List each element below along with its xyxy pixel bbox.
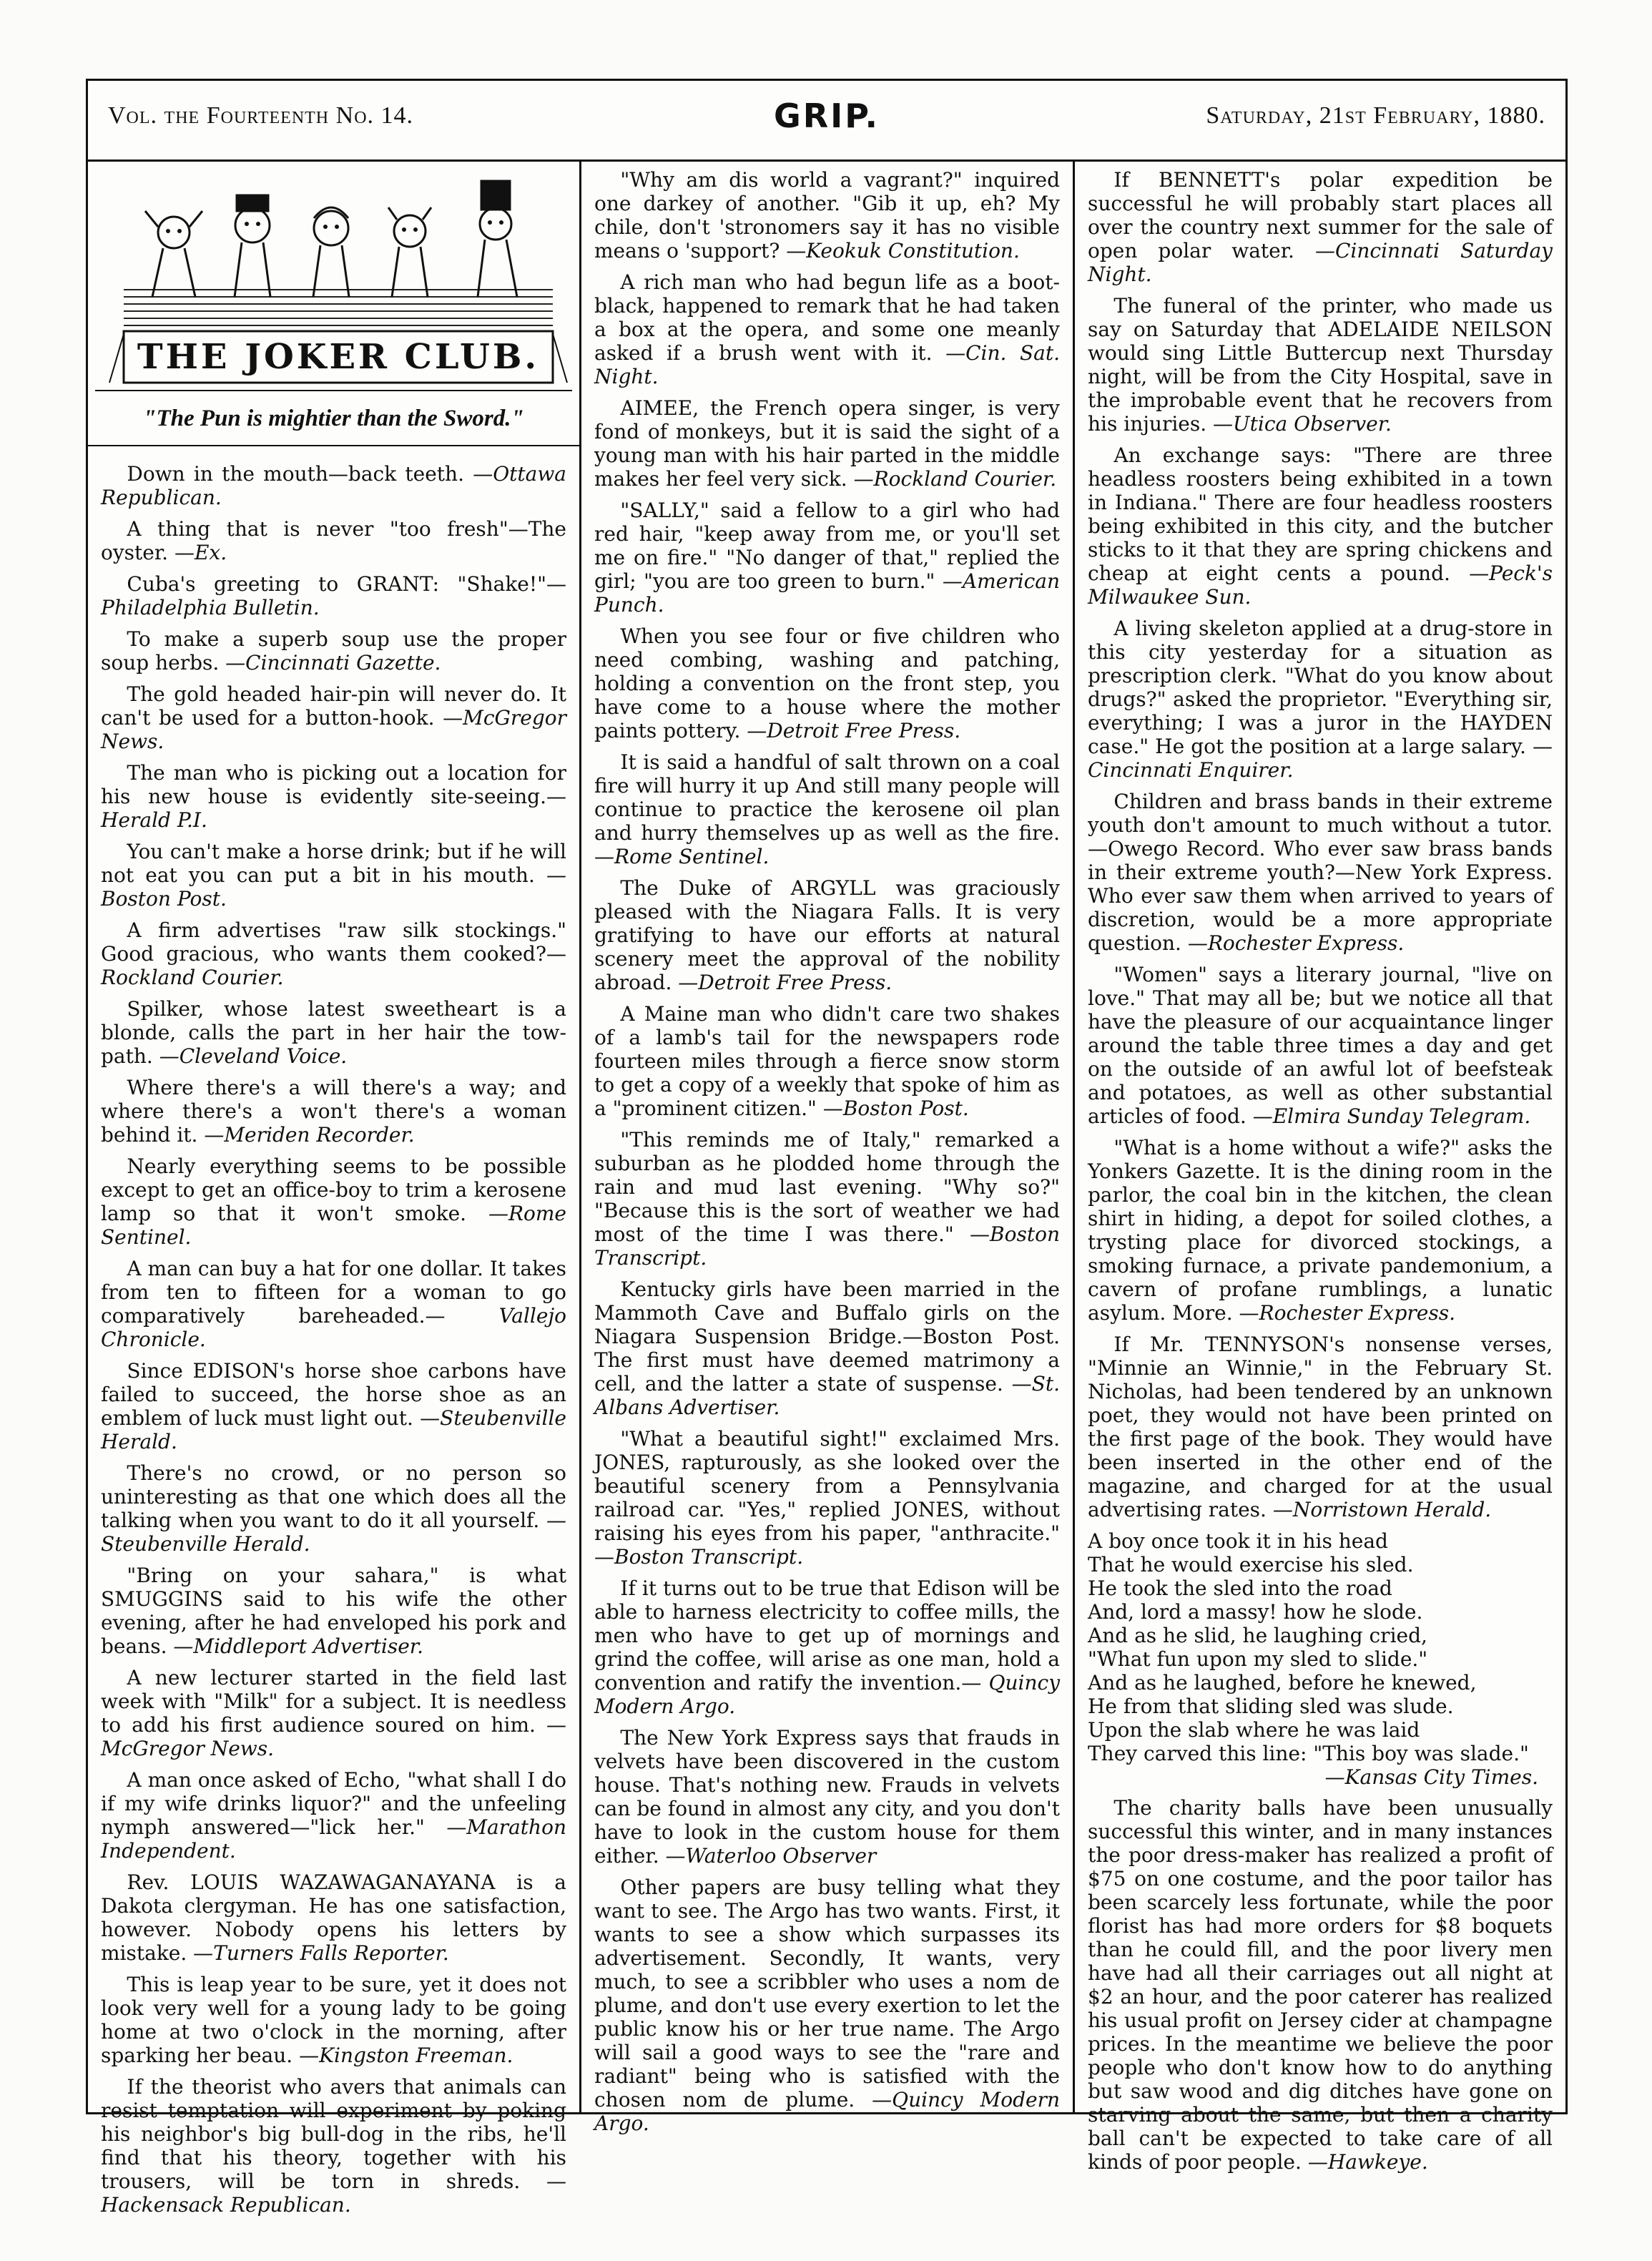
item-text: An exchange says: "There are three headless roosters being exhibited in a town in Indiana." There are four headless roosters being exhibited in this city, and the butcher sticks to it that they are spring chickens and cheap at eight cents a pound. xyxy=(1088,443,1553,585)
item-source: —McGregor News. xyxy=(101,1713,566,1760)
poem-line: A boy once took it in his head xyxy=(1088,1529,1388,1553)
item-text: The charity balls have been unusually successful this winter, and in many instances the poor dress-maker has realized a profit of $75 on one costume, and the poor tailor has been scarcely less fortunate, while the poor florist has had more orders for $8 boquets than he could fill, and the poor livery men have had all their carriages out all night at $2 an hour, and the poor caterer has realized his usual profit on Jersey cider at champagne prices. In the meantime we believe the poor people who don't know how to do anything but saw wood and dig ditches have gone on starving about the same, but then a charity ball can't be expected to take care of all kinds of poor people. xyxy=(1088,1796,1553,2174)
item-text: There's no crowd, or no person so uninteresting as that one which does all the talking when you want to do it all yourself. xyxy=(101,1461,566,1532)
news-item xyxy=(1088,1796,1553,2174)
item-text: When you see four or five children who need combing, washing and patching, holding a convention on the front step, you have come to a house where the mother paints pottery. xyxy=(594,624,1060,742)
item-text: "What is a home without a wife?" asks the Yonkers Gazette. It is the dining room in the parlor, the coal bin in the kitchen, the clean shirt in hiding, a depot for soiled clothes, a trysting place for divorced stockings, a smoking furnace, a private pandemonium, a cavern of profane rumblings, a lunatic asylum. More. xyxy=(1088,1136,1553,1325)
item-source: Rockland Courier. xyxy=(101,966,284,989)
item-source: —Keokuk Constitution. xyxy=(786,239,1020,263)
item-text: "SALLY," said a fellow to a girl who had red hair, "keep away from me, or you'll set me on fire." "No danger of that," replied the girl; "you are too green to burn." xyxy=(594,499,1060,593)
masthead xyxy=(88,81,1565,162)
item-source: —Rochester Express. xyxy=(1239,1301,1455,1325)
item-source: —Elmira Sunday Telegram. xyxy=(1252,1104,1531,1128)
news-item xyxy=(1088,443,1553,609)
item-source: —Waterloo Observer xyxy=(665,1844,877,1868)
item-source: —McGregor News. xyxy=(101,706,566,753)
volume-number: Vol. the Fourteenth No. 14. xyxy=(108,102,414,129)
item-text: A man once asked of Echo, "what shall I do if my wife drinks liquor?" and the unfeeling nymph answered—"lick her." xyxy=(101,1768,566,1839)
item-source: —Rome Sentinel. xyxy=(101,1202,566,1249)
news-item xyxy=(1088,963,1553,1128)
news-item xyxy=(594,624,1060,742)
news-item xyxy=(101,1154,566,1249)
item-source: Quincy Modern Argo. xyxy=(594,1671,1061,1718)
news-item xyxy=(594,1427,1060,1569)
news-item xyxy=(101,682,566,753)
item-source: —Marathon Independent. xyxy=(101,1815,566,1863)
news-item xyxy=(594,1002,1060,1120)
news-item xyxy=(101,1461,566,1556)
item-text: Since EDISON's horse shoe carbons have failed to succeed, the horse shoe as an emblem of luck must light out. xyxy=(101,1359,566,1430)
news-item xyxy=(101,1768,566,1863)
news-item xyxy=(101,2075,566,2217)
item-source: —Cin. Sat. Night. xyxy=(594,341,1060,388)
news-item xyxy=(1088,168,1553,286)
news-item xyxy=(594,1128,1060,1270)
item-text: Children and brass bands in their extreme youth don't amount to much without a tutor.—Owego Record. Who ever saw brass bands in their extreme youth?—New York Express. Who ever saw them when arrived to years of discretion, would be a more appropriate question. xyxy=(1088,790,1553,955)
news-item xyxy=(1088,790,1553,955)
item-source: Herald P.I. xyxy=(101,808,207,832)
item-source: —American Punch. xyxy=(594,569,1060,617)
joker-club-banner xyxy=(95,168,572,391)
news-item xyxy=(101,1076,566,1147)
item-source: —St. Albans Advertiser. xyxy=(594,1372,1061,1419)
item-source: —Quincy Modern Argo. xyxy=(594,2088,1060,2135)
news-item xyxy=(101,627,566,675)
news-item xyxy=(101,1973,566,2067)
item-text: "Bring on your sahara," is what SMUGGINS said to his wife the other evening, after he had enveloped his pork and beans. xyxy=(101,1564,566,1658)
item-text: A man can buy a hat for one dollar. It takes from ten to fifteen for a woman to go comparatively bareheaded.— xyxy=(101,1257,566,1328)
item-source: —Middleport Advertiser. xyxy=(173,1634,423,1658)
item-source: —Meriden Recorder. xyxy=(204,1123,415,1147)
item-source: —Rome Sentinel. xyxy=(594,845,770,868)
item-text: A living skeleton applied at a drug-store in this city yesterday for a situation as prescription clerk. "What do you know about drugs?" asked the proprietor. "Everything sir, everything; I was a juror in the HAYDEN case." He got the position at a large salary. xyxy=(1088,617,1553,758)
news-item xyxy=(101,517,566,564)
item-text: If the theorist who avers that animals can resist temptation will experiment by poking his neighbor's big bull-dog in the ribs, he'll find that his theory, together with his trousers, will be torn in shreds. xyxy=(101,2075,566,2193)
item-source: —Cleveland Voice. xyxy=(159,1044,348,1068)
news-item xyxy=(101,1257,566,1351)
col2-items xyxy=(594,168,1060,2135)
item-source: —Cincinnati Gazette. xyxy=(225,651,441,675)
item-source: —Kingston Freeman. xyxy=(299,2044,513,2067)
item-source: —Hawkeye. xyxy=(1307,2150,1428,2174)
item-text: If Mr. TENNYSON's nonsense verses, "Minnie an Winnie," in the February St. Nicholas, had been tendered by an unknown poet, they would not have been printed on the first page of the book. They would have been inserted in the other end of the magazine, and charged for at the usual advertising rates. xyxy=(1088,1333,1553,1521)
banner-motto: "The Pun is mightier than the Sword." xyxy=(88,398,579,446)
item-text: You can't make a horse drink; but if he will not eat you can put a bit in his mouth. xyxy=(101,840,566,887)
news-item xyxy=(101,1666,566,1760)
news-item xyxy=(101,462,566,509)
item-text: "Women" says a literary journal, "live on love." That may all be; but we notice all that have the pleasure of our acquaintance linger around the table three times a day and get on the outside of an awful lot of beefsteak and potatoes, as well as other substantial articles of food. xyxy=(1088,963,1553,1128)
column-3 xyxy=(1075,160,1565,2174)
news-item xyxy=(594,270,1060,388)
item-text: A firm advertises "raw silk stockings." Good gracious, who wants them cooked?— xyxy=(101,918,566,966)
col3-items xyxy=(1088,168,1553,1521)
poem-line: They carved this line: "This boy was slade." xyxy=(1088,1742,1529,1765)
news-item xyxy=(1088,617,1553,782)
poem-line: And, lord a massy! how he slode. xyxy=(1088,1600,1423,1624)
item-source: —Cincinnati Enquirer. xyxy=(1088,735,1553,782)
item-text: To make a superb soup use the proper soup herbs. xyxy=(101,627,566,675)
news-item xyxy=(101,1870,566,1965)
item-source: —Boston Post. xyxy=(822,1097,969,1120)
item-source: Philadelphia Bulletin. xyxy=(101,596,320,619)
news-item xyxy=(101,840,566,911)
poem xyxy=(1088,1529,1553,1789)
item-text: Cuba's greeting to GRANT: "Shake!"— xyxy=(127,572,566,596)
news-item xyxy=(101,918,566,989)
issue-date: Saturday, 21st February, 1880. xyxy=(1206,102,1545,129)
item-source: —Steubenville Herald. xyxy=(101,1406,566,1453)
item-text: If it turns out to be true that Edison will be able to harness electricity to coffee mills, the men who have to get up of mornings and grind the coffee, will arise as one man, hold a convention and ratify the invention.— xyxy=(594,1576,1060,1694)
item-source: —Boston Transcript. xyxy=(594,1545,804,1569)
item-text: The man who is picking out a location for his new house is evidently site-seeing.— xyxy=(101,761,566,808)
item-source: Vallejo Chronicle. xyxy=(101,1304,566,1351)
poem-line: "What fun upon my sled to slide." xyxy=(1088,1647,1428,1671)
poem-line: And as he slid, he laughing cried, xyxy=(1088,1624,1427,1647)
news-item xyxy=(101,1564,566,1658)
poem-source: —Kansas City Times. xyxy=(1324,1765,1538,1789)
poem-line: Upon the slab where he was laid xyxy=(1088,1718,1420,1742)
poem-lines xyxy=(1088,1529,1553,1765)
poem-line: He from that sliding sled was slude. xyxy=(1088,1694,1454,1718)
news-item xyxy=(1088,294,1553,436)
item-text: "What a beautiful sight!" exclaimed Mrs. JONES, rapturously, as she looked over the beautiful scenery from a Pennsylvania railroad car. "Yes," replied JONES, without raising his eyes from his paper, "anthracite." xyxy=(594,1427,1060,1545)
item-source: —Detroit Free Press. xyxy=(678,971,893,994)
news-item xyxy=(1088,1136,1553,1325)
item-source: —Norristown Herald. xyxy=(1272,1498,1492,1521)
item-source: —Rockland Courier. xyxy=(853,467,1057,491)
news-item xyxy=(594,750,1060,868)
news-item xyxy=(101,572,566,619)
item-source: —Ex. xyxy=(174,541,227,564)
news-item xyxy=(594,1576,1060,1718)
item-source: —Cincinnati Saturday Night. xyxy=(1088,239,1553,286)
item-text: Nearly everything seems to be possible except to get an office-boy to trim a kerosene lamp so that it won't smoke. xyxy=(101,1154,566,1225)
item-text: "Why am dis world a vagrant?" inquired one darkey of another. "Gib it up, eh? My chile, don't 'stronomers say it has no visible means o 'support? xyxy=(594,168,1060,263)
news-item xyxy=(594,876,1060,994)
item-source: —Turners Falls Reporter. xyxy=(193,1941,449,1965)
item-source: —Utica Observer. xyxy=(1213,412,1392,436)
item-text: The funeral of the printer, who made us say on Saturday that ADELAIDE NEILSON would sing Little Buttercup next Thursday night, will be from the City Hospital, save in the improbable event that he recovers from his injuries. xyxy=(1088,294,1553,436)
item-source: —Boston Post. xyxy=(101,863,566,911)
item-text: This is leap year to be sure, yet it does not look very well for a young lady to be going home at two o'clock in the morning, after sparking her beau. xyxy=(101,1973,566,2067)
item-text: Kentucky girls have been married in the Mammoth Cave and Buffalo girls on the Niagara Suspension Bridge.—Boston Post. The first must have deemed matrimony a cell, and the latter a state of suspense. xyxy=(594,1277,1060,1396)
item-text: AIMEE, the French opera singer, is very fond of monkeys, but it is said the sight of a young man with his hair parted in the middle makes her feel very sick. xyxy=(594,396,1060,491)
item-text: It is said a handful of salt thrown on a coal fire will hurry it up And still many people will continue to practice the kerosene oil plan and hurry themselves up as well as the fire. xyxy=(594,750,1060,845)
publication-title: GRIP. xyxy=(773,97,880,135)
news-item xyxy=(594,1277,1060,1419)
item-source: —Boston Transcript. xyxy=(594,1222,1060,1270)
item-source: —Steubenville Herald. xyxy=(101,1509,566,1556)
item-source: —Ottawa Republican. xyxy=(101,462,566,509)
item-text: Where there's a will there's a way; and where there's a won't there's a woman behind it. xyxy=(101,1076,566,1147)
item-text: The gold headed hair-pin will never do. It can't be used for a button-hook. xyxy=(101,682,566,730)
column-2 xyxy=(581,160,1075,2135)
item-source: —Peck's Milwaukee Sun. xyxy=(1088,561,1553,609)
poem-line: And as he laughed, before he knewed, xyxy=(1088,1671,1477,1694)
item-text: Down in the mouth—back teeth. xyxy=(127,462,464,486)
item-text: A Maine man who didn't care two shakes of a lamb's tail for the newspapers rode fourteen miles through a fierce snow storm to get a copy of a weekly that spoke of him as a "prominent citizen." xyxy=(594,1002,1060,1120)
item-text: "This reminds me of Italy," remarked a suburban as he plodded home through the rain and mud last evening. "Why so?" "Because this is the sort of weather we had most of the time I was there." xyxy=(594,1128,1060,1246)
item-text: The New York Express says that frauds in velvets have been discovered in the custom house. That's nothing new. Frauds in velvets can be found in almost any city, and you don't have to look in the custom house for them either. xyxy=(594,1726,1060,1868)
newspaper-page xyxy=(86,79,1568,2217)
banner-title: THE JOKER CLUB. xyxy=(137,337,540,377)
news-item xyxy=(594,168,1060,263)
news-item xyxy=(594,1726,1060,1868)
poem-line: He took the sled into the road xyxy=(1088,1576,1392,1600)
item-text: Rev. LOUIS WAZAWAGANAYANA is a Dakota clergyman. He has one satisfaction, however. Nobody opens his letters by mistake. xyxy=(101,1870,566,1965)
news-item xyxy=(594,396,1060,491)
news-item xyxy=(594,499,1060,617)
news-item xyxy=(101,1359,566,1453)
item-text: Other papers are busy telling what they want to see. The Argo has two wants. First, it wants to see a show which surpasses its advertisement. Secondly, It wants, very much, to see a scribbler who uses a nom de plume, and don't use every exertion to let the public know his or her true name. The Argo will sail a good ways to see the "rare and radiant" being who is satisfied with the chosen nom de plume. xyxy=(594,1875,1060,2112)
news-item xyxy=(1088,1333,1553,1521)
item-text: A new lecturer started in the field last week with "Milk" for a subject. It is needless to add his first audience soured on him. xyxy=(101,1666,566,1737)
news-item xyxy=(101,761,566,832)
item-text: A rich man who had begun life as a boot-black, happened to remark that he had taken a box at the opera, and some one meanly asked if a brush went with it. xyxy=(594,270,1060,365)
item-source: —Hackensack Republican. xyxy=(101,2169,566,2217)
item-text: A thing that is never "too fresh"—The oyster. xyxy=(101,517,566,564)
news-item xyxy=(594,1875,1060,2135)
col1-items xyxy=(101,462,566,2217)
item-source: —Detroit Free Press. xyxy=(747,719,961,742)
news-item xyxy=(101,997,566,1068)
poem-line: That he would exercise his sled. xyxy=(1088,1553,1414,1576)
col3-after-items xyxy=(1088,1796,1553,2174)
item-source: —Rochester Express. xyxy=(1187,931,1405,955)
item-text: If BENNETT's polar expedition be successful he will probably start places all over the country next summer for the sale of open polar water. xyxy=(1088,168,1553,263)
column-1 xyxy=(88,160,581,2217)
item-text: The Duke of ARGYLL was graciously pleased with the Niagara Falls. It is very gratifying to have our efforts at natural scenery meet the approval of the nobility abroad. xyxy=(594,876,1060,994)
item-text: Spilker, whose latest sweetheart is a blonde, calls the part in her hair the tow-path. xyxy=(101,997,566,1068)
